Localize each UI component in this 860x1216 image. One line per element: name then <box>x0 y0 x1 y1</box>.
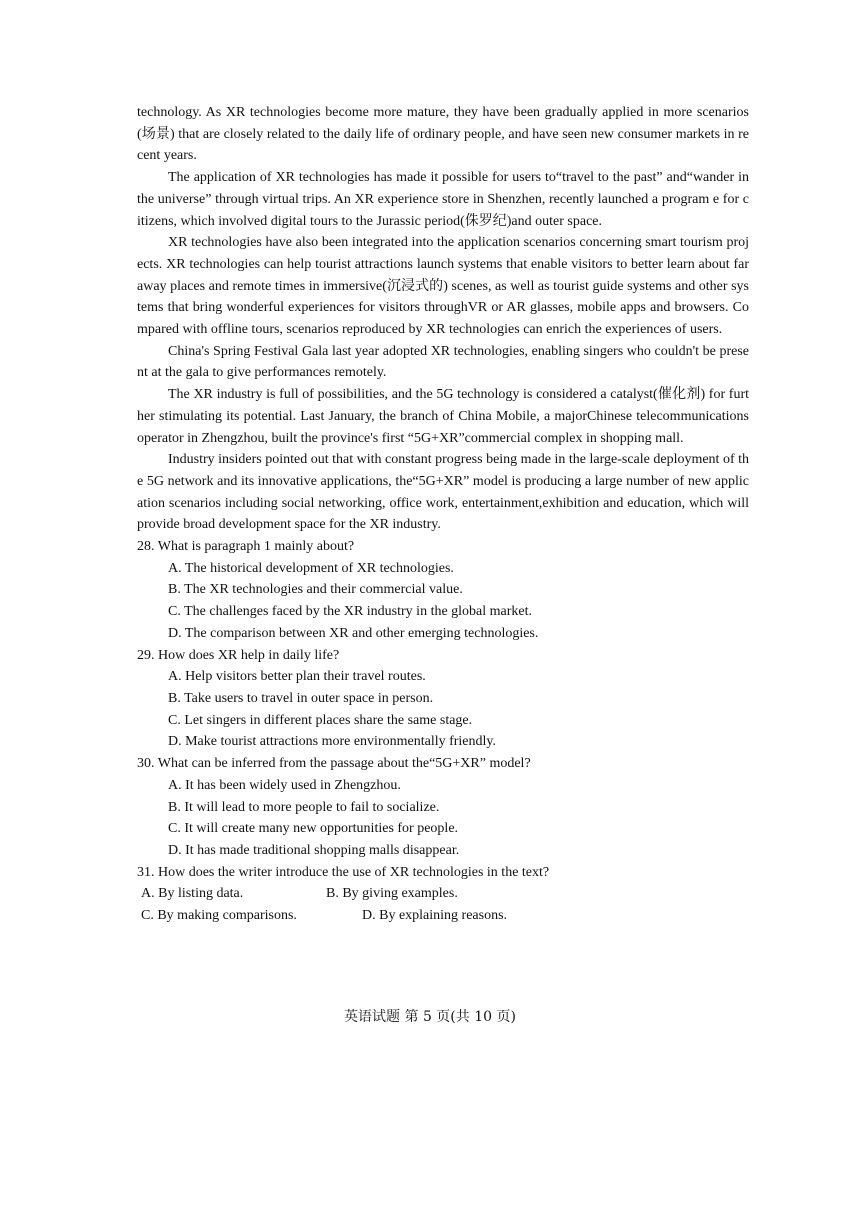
option-d: D. The comparison between XR and other emerging technologies. <box>168 625 539 641</box>
passage-paragraph-4: China's Spring Festival Gala last year adopted XR technologies, enabling singers who couldn't be present at the gala to give performances remotely. <box>137 343 749 381</box>
passage-paragraph-5: The XR industry is full of possibilities, and the 5G technology is considered a catalyst(催化剂) for further stimulating its potential. Last January, the branch of China Mobile, a majorChinese telecommunications operator in Zhengzhou, built the province's first “5G+XR”commercial complex in shopping mall. <box>137 387 749 446</box>
option-b: B. The XR technologies and their commercial value. <box>168 582 463 598</box>
option-d: D. Make tourist attractions more environmentally friendly. <box>168 734 497 750</box>
option-d: D. By explaining reasons. <box>362 908 508 924</box>
passage-paragraph-3: XR technologies have also been integrated into the application scenarios concerning smart tourism projects. XR technologies can help tourist attractions launch systems that enable visitors to better learn about faraway places and remote times in immersive(沉浸式的) scenes, as well as tourist guide systems and other systems that bring wonderful experiences for visitors throughVR or AR glasses, mobile apps and browsers. Compared with offline tours, scenarios reproduced by XR technologies can enrich the experiences of users. <box>137 235 749 338</box>
page-footer: 英语试题 第 5 页(共 10 页) <box>344 1009 516 1025</box>
passage-paragraph-1: technology. As XR technologies become more mature, they have been gradually applied in more scenarios(场景) that are closely related to the daily life of ordinary people, and have seen new consumer markets in recent years. <box>137 105 749 164</box>
question-31 <box>137 862 749 927</box>
option-c: C. By making comparisons. <box>141 908 297 924</box>
option-a: A. It has been widely used in Zhengzhou. <box>168 777 401 793</box>
exam-page <box>137 102 749 927</box>
passage-paragraph-2: The application of XR technologies has made it possible for users to“travel to the past” and“wander in the universe” through virtual trips. An XR experience store in Shenzhen, recently launched a program e for citizens, which involved digital tours to the Jurassic period(侏罗纪)and outer space. <box>137 170 749 229</box>
question-29 <box>137 645 749 754</box>
option-d: D. It has made traditional shopping malls disappear. <box>168 842 460 858</box>
question-28 <box>137 536 749 645</box>
question-stem: 30. What can be inferred from the passage about the“5G+XR” model? <box>137 756 531 772</box>
option-b: B. It will lead to more people to fail to socialize. <box>168 799 440 815</box>
option-b: B. Take users to travel in outer space in person. <box>168 690 434 706</box>
option-c: C. It will create many new opportunities for people. <box>168 821 459 837</box>
question-stem: 29. How does XR help in daily life? <box>137 647 340 663</box>
option-b: B. By giving examples. <box>326 886 458 902</box>
question-stem: 28. What is paragraph 1 mainly about? <box>137 539 355 555</box>
question-30 <box>137 753 749 862</box>
option-row-2 <box>137 905 749 927</box>
option-a: A. By listing data. <box>141 886 244 902</box>
question-stem: 31. How does the writer introduce the use of XR technologies in the text? <box>137 864 550 880</box>
option-row-1 <box>137 883 749 905</box>
option-a: A. Help visitors better plan their travel routes. <box>168 669 426 685</box>
option-c: C. Let singers in different places share the same stage. <box>168 712 473 728</box>
passage-paragraph-6: Industry insiders pointed out that with constant progress being made in the large-scale deployment of the 5G network and its innovative applications, the“5G+XR” model is producing a large number of new application scenarios including social networking, office work, entertainment,exhibition and education, which will provide broad development space for the XR industry. <box>137 452 749 533</box>
option-a: A. The historical development of XR technologies. <box>168 560 454 576</box>
option-c: C. The challenges faced by the XR industry in the global market. <box>168 604 533 620</box>
